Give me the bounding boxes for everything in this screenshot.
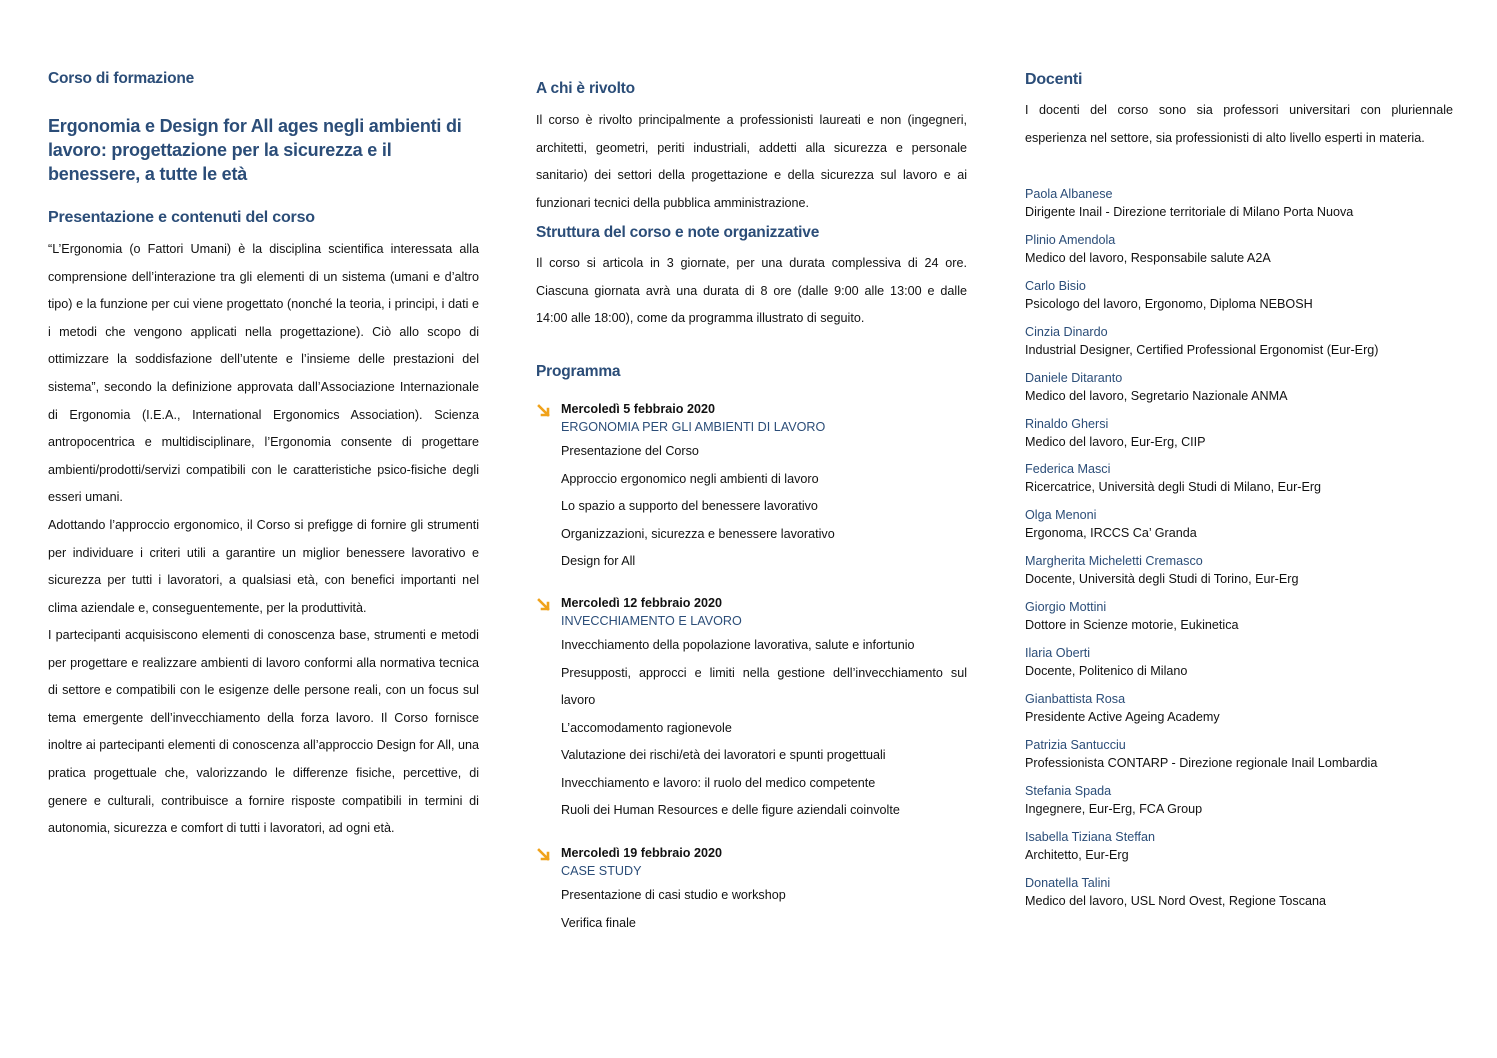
teacher-role: Docente, Politenico di Milano	[1025, 664, 1188, 678]
teacher-name: Isabella Tiziana Steffan	[1025, 830, 1155, 844]
teacher-role: Dottore in Scienze motorie, Eukinetica	[1025, 618, 1239, 632]
teacher-name: Stefania Spada	[1025, 784, 1112, 798]
teacher-entry	[1025, 506, 1453, 542]
teacher-entry	[1025, 323, 1453, 359]
program-topic: Verifica finale	[561, 915, 636, 930]
teacher-role: Ingegnere, Eur-Erg, FCA Group	[1025, 802, 1203, 816]
paragraph-definition: “L’Ergonomia (o Fattori Umani) è la disciplina scientifica interessata alla comprensione dell’interazione tra gli elementi di un sistema (umani e d’altro tipo) e la funzione per cui viene progettato (nonché la teoria, i principi, i dati e i metodi che vengono applicati nella progettazione). Ciò allo scopo di ottimizzare la soddisfazione dell’utente e l’insieme delle prestazioni del sistema”, secondo la definizione approvata dall’Associazione Internazionale di Ergonomia (I.E.A., International Ergonomics Association). Scienza antropocentrica e multidisciplinare, l’Ergonomia consente di progettare ambienti/prodotti/servizi compatibili con le caratteristiche psico-fisiche degli esseri umani.	[48, 242, 479, 505]
teacher-name: Gianbattista Rosa	[1025, 692, 1126, 706]
teacher-entry	[1025, 828, 1453, 864]
teacher-role: Presidente Active Ageing Academy	[1025, 710, 1220, 724]
teacher-entry	[1025, 598, 1453, 634]
teacher-entry	[1025, 644, 1453, 680]
structure-text: Il corso si articola in 3 giornate, per una durata complessiva di 24 ore. Ciascuna giornata avrà una durata di 8 ore (dalle 9:00 alle 13:00 e dalle 14:00 alle 18:00), come da programma illustrato di seguito.	[536, 256, 967, 326]
teacher-name: Carlo Bisio	[1025, 279, 1086, 293]
target-heading: A chi è rivolto	[536, 80, 635, 97]
teacher-role: Psicologo del lavoro, Ergonomo, Diploma NEBOSH	[1025, 297, 1313, 311]
teacher-name: Federica Masci	[1025, 462, 1111, 476]
teacher-name: Paola Albanese	[1025, 187, 1113, 201]
teacher-role: Industrial Designer, Certified Professional Ergonomist (Eur-Erg)	[1025, 343, 1379, 357]
program-topic: L’accomodamento ragionevole	[561, 720, 732, 735]
teacher-entry	[1025, 369, 1453, 405]
teacher-role: Architetto, Eur-Erg	[1025, 848, 1129, 862]
teacher-role: Docente, Università degli Studi di Torino, Eur-Erg	[1025, 572, 1299, 586]
program-day-date: Mercoledì 19 febbraio 2020	[561, 846, 722, 860]
presentation-heading: Presentazione e contenuti del corso	[48, 209, 315, 226]
arrow-down-right-icon	[536, 403, 552, 419]
course-label: Corso di formazione	[48, 70, 195, 87]
course-title: Ergonomia e Design for All ages negli ambienti di lavoro: progettazione per la sicurezza e il benessere, a tutte le età	[48, 116, 462, 184]
program-topic: Lo spazio a supporto del benessere lavorativo	[561, 499, 818, 513]
program-topic: Design for All	[561, 554, 636, 568]
program-day-theme: ERGONOMIA PER GLI AMBIENTI DI LAVORO	[561, 420, 826, 434]
teachers-intro: I docenti del corso sono sia professori universitari con pluriennale esperienza nel settore, sia professionisti di alto livello esperti in materia.	[1025, 103, 1453, 145]
teacher-role: Medico del lavoro, USL Nord Ovest, Regione Toscana	[1025, 894, 1327, 908]
program-heading: Programma	[536, 363, 621, 380]
program-day-date: Mercoledì 12 febbraio 2020	[561, 596, 722, 610]
teacher-role: Ricercatrice, Università degli Studi di Milano, Eur-Erg	[1025, 480, 1322, 494]
teacher-entry	[1025, 690, 1453, 726]
structure-heading: Struttura del corso e note organizzative	[536, 224, 820, 241]
teachers-heading: Docenti	[1025, 71, 1083, 88]
teacher-entry	[1025, 277, 1453, 313]
teacher-entry	[1025, 874, 1453, 910]
teacher-role: Medico del lavoro, Responsabile salute A2A	[1025, 251, 1271, 265]
teacher-name: Plinio Amendola	[1025, 233, 1116, 247]
teacher-name: Patrizia Santucciu	[1025, 738, 1126, 752]
program-topic: Presupposti, approcci e limiti nella gestione dell’invecchiamento sul lavoro	[561, 665, 967, 707]
program-topic: Valutazione dei rischi/età dei lavoratori e spunti progettuali	[561, 748, 886, 762]
program-topics	[561, 438, 967, 576]
teacher-entry	[1025, 231, 1453, 267]
teacher-entry	[1025, 782, 1453, 818]
program-day-theme: CASE STUDY	[561, 864, 642, 878]
teacher-name: Rinaldo Ghersi	[1025, 417, 1109, 431]
teacher-name: Ilaria Oberti	[1025, 646, 1091, 660]
teacher-role: Medico del lavoro, Eur-Erg, CIIP	[1025, 435, 1206, 449]
program-topic: Invecchiamento e lavoro: il ruolo del medico competente	[561, 775, 876, 790]
program-topic: Presentazione di casi studio e workshop	[561, 888, 786, 902]
teacher-role: Medico del lavoro, Segretario Nazionale ANMA	[1025, 389, 1288, 403]
teacher-entry	[1025, 736, 1453, 772]
teacher-name: Daniele Ditaranto	[1025, 371, 1123, 385]
teacher-role: Dirigente Inail - Direzione territoriale di Milano Porta Nuova	[1025, 205, 1354, 219]
paragraph-participants: I partecipanti acquisiscono elementi di conoscenza base, strumenti e metodi per progettare e realizzare ambienti di lavoro conformi alla normativa tecnica di settore e compatibili con le esigenze delle persone reali, con un focus sul tema emergente dell’invecchiamento della forza lavoro. Il Corso fornisce inoltre ai partecipanti elementi di conoscenza all’approccio Design for All, una pratica progettuale che, valorizzando le differenze fisiche, percettive, di genere e culturali, contribuisce a fornire risposte compatibili in termini di autonomia, sicurezza e comfort di tutti i lavoratori, ad ogni età.	[48, 628, 479, 836]
teacher-name: Cinzia Dinardo	[1025, 325, 1108, 339]
teacher-entry	[1025, 415, 1453, 451]
teacher-name: Olga Menoni	[1025, 508, 1097, 522]
teacher-role: Professionista CONTARP - Direzione regionale Inail Lombardia	[1025, 756, 1378, 770]
paragraph-goals: Adottando l’approccio ergonomico, il Corso si prefigge di fornire gli strumenti per individuare i criteri utili a garantire un miglior benessere lavorativo e sicurezza per tutti i lavoratori, a qualsiasi età, con benefici importanti nel clima aziendale e, conseguentemente, per la produttività.	[48, 518, 479, 615]
teacher-name: Margherita Micheletti Cremasco	[1025, 554, 1203, 568]
program-topics	[561, 632, 967, 825]
teacher-entry	[1025, 552, 1453, 588]
arrow-down-right-icon	[536, 847, 552, 863]
program-topic: Approccio ergonomico negli ambienti di lavoro	[561, 471, 819, 486]
program-topic: Invecchiamento della popolazione lavorativa, salute e infortunio	[561, 638, 915, 652]
teacher-name: Donatella Talini	[1025, 876, 1111, 890]
program-topic: Ruoli dei Human Resources e delle figure aziendali coinvolte	[561, 803, 900, 817]
arrow-down-right-icon	[536, 597, 552, 613]
program-day-theme: INVECCHIAMENTO E LAVORO	[561, 614, 742, 628]
target-text: Il corso è rivolto principalmente a professionisti laureati e non (ingegneri, architetti, geometri, periti industriali, addetti alla sicurezza e personale sanitario) dei settori della progettazione e della sicurezza sul lavoro e ai funzionari tecnici della pubblica amministrazione.	[536, 113, 967, 210]
teacher-name: Giorgio Mottini	[1025, 600, 1107, 614]
teacher-role: Ergonoma, IRCCS Ca’ Granda	[1025, 526, 1197, 540]
teacher-entry	[1025, 460, 1453, 496]
program-topics	[561, 882, 967, 937]
teacher-entry	[1025, 185, 1453, 221]
program-topic: Organizzazioni, sicurezza e benessere lavorativo	[561, 526, 835, 541]
program-day-date: Mercoledì 5 febbraio 2020	[561, 402, 715, 416]
program-topic: Presentazione del Corso	[561, 444, 699, 458]
